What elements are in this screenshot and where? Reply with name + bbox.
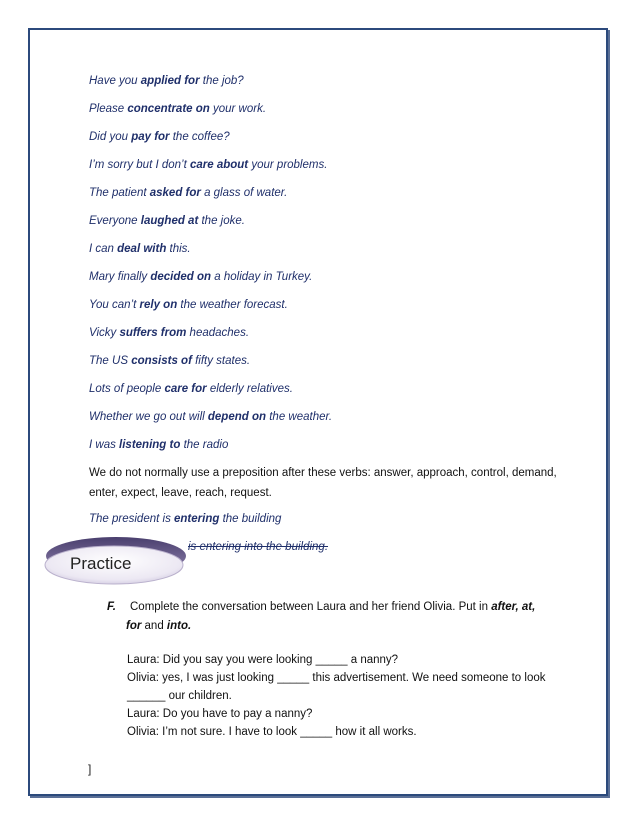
example-sentence: The US consists of fifty states.: [89, 355, 251, 367]
example-sentence: Have you applied for the job?: [89, 75, 244, 87]
task-instruction: F. Complete the conversation between Laura and her friend Olivia. Put in after, at, for and into.: [107, 598, 557, 636]
incorrect-example: is entering into the building.: [188, 541, 329, 553]
rule-note: We do not normally use a preposition after these verbs: answer, approach, control, demand, enter, expect, leave, reach, request.: [89, 467, 557, 499]
example-sentence: Vicky suffers from headaches.: [89, 327, 250, 339]
example-sentence: I was listening to the radio: [89, 439, 229, 451]
example-sentence: The patient asked for a glass of water.: [89, 187, 288, 199]
conversation-line: ______ our children.: [127, 690, 232, 702]
example-sentence: Did you pay for the coffee?: [89, 131, 230, 143]
task-letter: F.: [107, 601, 116, 613]
practice-label: Practice: [70, 554, 132, 573]
example-sentence: I can deal with this.: [89, 243, 191, 255]
example-sentence: Mary finally decided on a holiday in Turkey.: [89, 271, 313, 283]
conversation-line: Laura: Did you say you were looking _____ a nanny?: [127, 654, 399, 666]
example-sentence: Please concentrate on your work.: [89, 103, 267, 115]
example-sentence: Lots of people care for elderly relatives.: [89, 383, 293, 395]
practice-badge: [44, 534, 194, 586]
conversation-line: Olivia: I’m not sure. I have to look _____ how it all works.: [127, 726, 417, 738]
example-sentence: I’m sorry but I don’t care about your problems.: [89, 159, 328, 171]
example-sentence: The president is entering the building: [89, 513, 282, 525]
example-sentence: Whether we go out will depend on the weather.: [89, 411, 333, 423]
example-sentence: Everyone laughed at the joke.: [89, 215, 245, 227]
example-sentence: You can’t rely on the weather forecast.: [89, 299, 288, 311]
conversation-line: Olivia: yes, I was just looking _____ this advertisement. We need someone to look: [127, 672, 546, 684]
stray-bracket: ]: [88, 762, 92, 776]
conversation-line: Laura: Do you have to pay a nanny?: [127, 708, 313, 720]
